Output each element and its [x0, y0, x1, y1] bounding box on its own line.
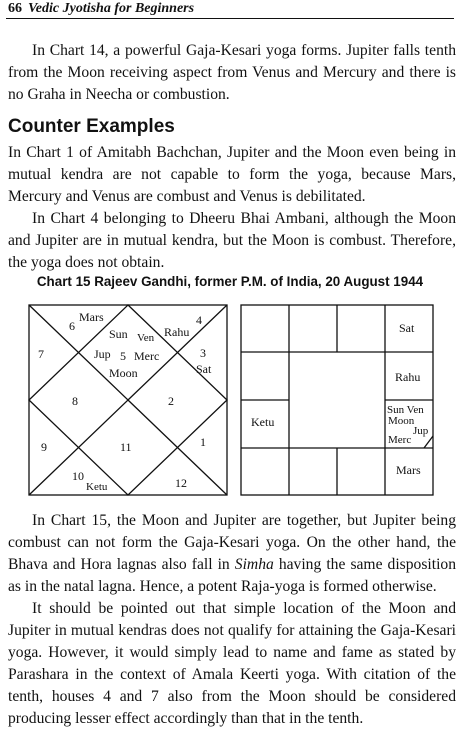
paragraph-counter-2: In Chart 4 belonging to Dheeru Bhai Ambani, although the Moon and Jupiter are in mutual kendra, but the Moon is combust. Therefore, the yoga does not obtain.: [8, 210, 456, 271]
sign-rahu: Rahu: [395, 370, 421, 384]
paragraph-chart15-text-2: having the same disposition as in the natal lagna. Hence, a potent Raja-yoga is formed otherwise.: [8, 556, 456, 595]
header-rule: [6, 18, 454, 19]
house-1: 1: [200, 435, 206, 449]
sign-sat: Sat: [399, 321, 415, 335]
paragraph-chart15: [8, 510, 456, 598]
planet-sun: Sun: [109, 327, 128, 341]
planet-mercury: Merc: [134, 349, 160, 363]
house-12: 12: [175, 476, 187, 490]
planet-ketu: Ketu: [86, 481, 108, 493]
sign-ketu: Ketu: [251, 415, 275, 429]
house-10: 10: [72, 469, 84, 483]
sign-name-simha: Simha: [234, 556, 274, 573]
planet-venus: Ven: [137, 332, 155, 344]
paragraph-counter-1: In Chart 1 of Amitabh Bachchan, Jupiter and the Moon even being in mutual kendra are not capable to form the yoga, because Mars, Mercury and Venus are combust and Venus is debilitated.: [8, 144, 456, 205]
house-8: 8: [72, 394, 78, 408]
house-5: 5: [120, 349, 126, 363]
sign-sun-ven: Sun Ven: [387, 404, 424, 416]
paragraph-chart15-text-1: In Chart 15, the Moon and Jupiter are together, but Jupiter being combust can not form the Gaja-Kesari yoga. On the other hand, the Bhava and Hora lagnas also fall in: [8, 512, 456, 573]
planet-rahu: Rahu: [164, 325, 190, 339]
page-number: 66: [8, 1, 22, 16]
house-2: 2: [168, 394, 174, 408]
south-indian-chart: [240, 304, 434, 496]
planet-moon: Moon: [109, 366, 138, 380]
paragraph-conclusion: It should be pointed out that simple location of the Moon and Jupiter in mutual kendras does not qualify for attaining the Gaja-Kesari yoga. However, it would simply lead to name and fame as stated by Parashara in the context of Amala Keerti yoga. With citation of the tenth, houses 4 and 7 also from the Moon should be considered producing lesser effect accordingly than that in the tenth.: [8, 600, 456, 727]
chart-caption: Chart 15 Rajeev Gandhi, former P.M. of India, 20 August 1944: [36, 274, 424, 289]
section-heading: Counter Examples: [8, 116, 175, 137]
house-11: 11: [120, 440, 132, 454]
sign-jup: Jup: [413, 425, 429, 437]
running-header: [8, 1, 194, 17]
planet-saturn: Sat: [196, 362, 212, 376]
house-4: 4: [196, 313, 202, 327]
north-indian-chart: [28, 304, 228, 496]
running-title: Vedic Jyotisha for Beginners: [28, 1, 195, 16]
planet-jupiter: Jup: [94, 347, 111, 361]
house-7: 7: [38, 347, 44, 361]
sign-moon: Moon: [388, 415, 415, 427]
sign-mars: Mars: [396, 463, 421, 477]
house-9: 9: [41, 440, 47, 454]
sign-merc: Merc: [388, 434, 412, 446]
house-6: 6: [69, 319, 75, 333]
planet-mars: Mars: [79, 310, 104, 324]
paragraph-chart14: In Chart 14, a powerful Gaja-Kesari yoga forms. Jupiter falls tenth from the Moon receiving aspect from Venus and Mercury and there is no Graha in Neecha or combustion.: [8, 42, 456, 103]
house-3: 3: [200, 346, 206, 360]
